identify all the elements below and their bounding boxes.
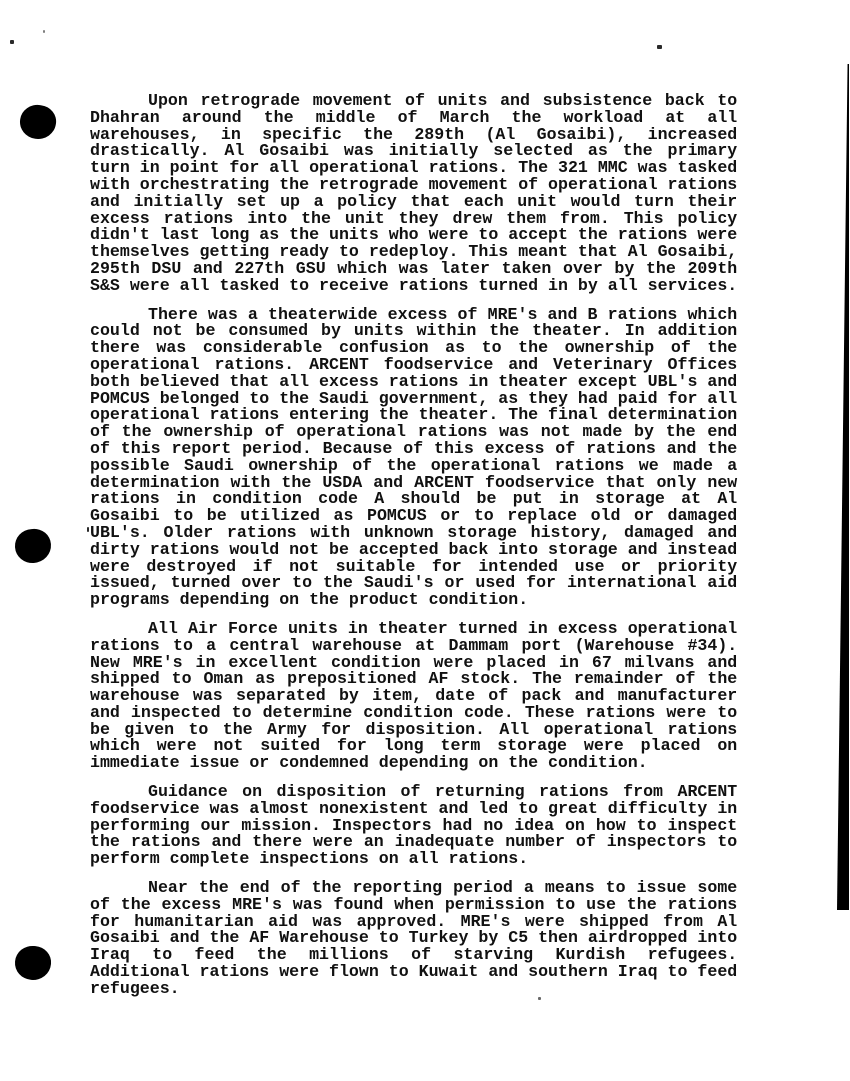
scan-edge-binding-bar (837, 64, 849, 910)
document-body (90, 93, 737, 998)
binder-hole-icon (18, 103, 58, 142)
paragraph-air-force-units: All Air Force units in theater turned in excess operational rations to a central warehouse at Dammam port (Warehouse #34). New MRE's in excellent condition were placed in 67 milvans and shipped to Oman as prepositioned AF stock. The remainder of the warehouse was separated by item, date of pack and manufacturer and inspected to determine condition code. These rations were to be given to the Army for disposition. All operational rations which were not suited for long term storage were placed on immediate issue or condemned depending on the condition. (90, 618, 738, 773)
binder-hole-icon (14, 528, 52, 564)
paragraph-retrograde-movement: Upon retrograde movement of units and subsistence back to Dhahran around the middle of March the workload at all warehouses, in specific the 289th (Al Gosaibi), increased drastically. Al Gosaibi was initially selected as the primary turn in point for all operational rations. The 321 MMC was tasked with orchestrating the retrograde movement of operational rations and initially set up a policy that each unit would turn their excess rations into the unit they drew them from. This policy didn't last long as the units who were to accept the rations were themselves getting ready to redeploy. This meant that Al Gosaibi, 295th DSU and 227th GSU which was later taken over by the 209th S&S were all tasked to receive rations turned in by all services. (90, 91, 738, 295)
paragraph-theaterwide-excess: There was a theaterwide excess of MRE's and B rations which could not be consumed by units within the theater. In addition there was considerable confusion as to the ownership of the operational rations. ARCENT foodservice and Veterinary Offices both believed that all excess rations in theater except UBL's and POMCUS belonged to the Saudi government, as they had paid for all operational rations entering the theater. The final determination of the ownership of operational rations was not made by the end of this report period. Because of this excess of rations and the possible Saudi ownership of the operational rations we made a determination with the USDA and ARCENT foodservice that only new rations in condition code A should be put in storage at Al Gosaibi to be utilized as POMCUS or to replace old or damaged UBL's. Older rations with unknown storage history, damaged and dirty rations would not be accepted back into storage and instead were destroyed if not suitable for intended use or priority issued, turned over to the Saudi's or used for international aid programs depending on the product condition. (90, 304, 738, 610)
scan-speck (43, 30, 45, 33)
scan-speck (10, 40, 14, 44)
paragraph-guidance-disposition: Guidance on disposition of returning rations from ARCENT foodservice was almost nonexistent and led to great difficulty in performing our mission. Inspectors had no idea on how to inspect the rations and there were an inadequate number of inspectors to perform complete inspections on all rations. (90, 782, 738, 869)
binder-hole-icon (14, 944, 53, 981)
scan-speck (657, 45, 662, 49)
paragraph-humanitarian-aid: Near the end of the reporting period a means to issue some of the excess MRE's was found when permission to use the rations for humanitarian aid was approved. MRE's were shipped from Al Gosaibi and the AF Warehouse to Turkey by C5 then airdropped into Iraq to feed the millions of starving Kurdish refugees. Additional rations were flown to Kuwait and southern Iraq to feed refugees. (90, 878, 738, 998)
scan-speck (87, 527, 89, 532)
